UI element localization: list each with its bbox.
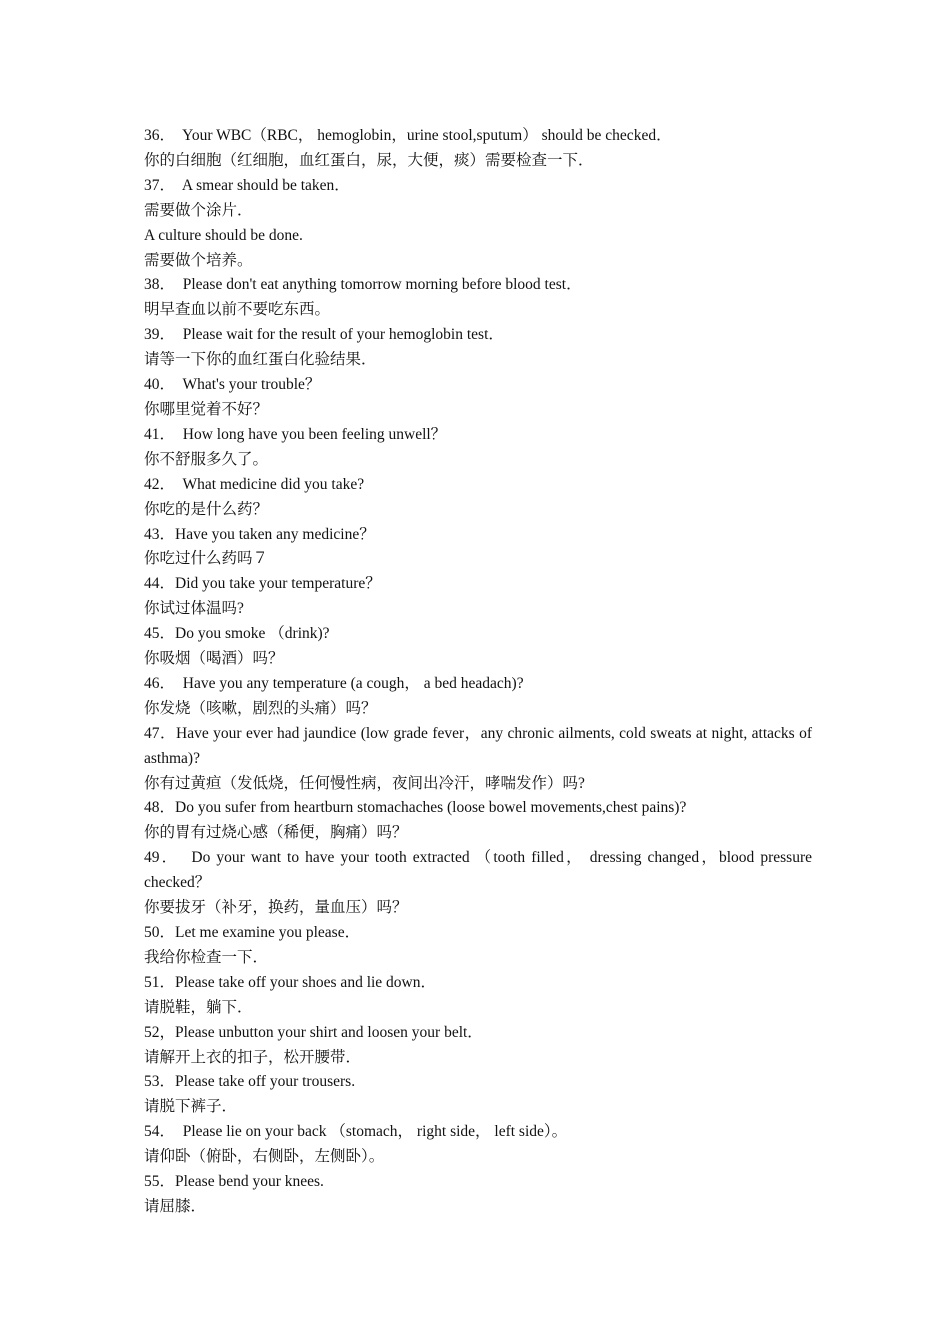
text-line: 46． Have you any temperature (a cough， a bed headach)?: [144, 674, 524, 692]
text-line: 请脱下裤子．: [144, 1098, 238, 1116]
text-line: 42． What medicine did you take?: [144, 475, 365, 493]
text-line: 你吃的是什么药？: [144, 500, 269, 518]
text-line: 44．Did you take your temperature？: [144, 575, 381, 593]
text-line: 47．Have your ever had jaundice (low grade fever，any chronic ailments, cold sweats at night, attacks of asthma)?: [144, 724, 816, 767]
text-line: 你有过黄疸（发低烧，任何慢性病，夜间出冷汗，哮喘发作）吗?: [144, 774, 585, 792]
text-line: 明早查血以前不要吃东西。: [144, 301, 331, 319]
text-line: A culture should be done.: [144, 226, 303, 244]
text-line: 需要做个培养。: [144, 251, 253, 269]
text-line: 50．Let me examine you please．: [144, 924, 361, 941]
text-line: 43．Have you taken any medicine？: [144, 525, 375, 543]
text-line: 37． A smear should be taken．: [144, 176, 350, 194]
text-line: 55．Please bend your knees.: [144, 1173, 324, 1191]
text-line: 52，Please unbutton your shirt and loosen your belt．: [144, 1023, 483, 1041]
text-line: 你要拔牙（补牙，换药，量血压）吗？: [144, 899, 408, 917]
text-line: 请仰卧（俯卧，右侧卧，左侧卧）。: [144, 1148, 385, 1166]
text-line: 你试过体温吗?: [144, 600, 244, 618]
text-line: 54． Please lie on your back （stomach， right side， left side）。: [144, 1123, 568, 1141]
text-line: 需要做个涂片．: [144, 201, 253, 219]
text-line: 你的白细胞（红细胞，血红蛋白，尿，大便，痰）需要检查一下．: [144, 151, 594, 169]
text-line: 你吃过什么药吗７: [144, 550, 269, 568]
text-line: 40． What's your trouble？: [144, 376, 321, 394]
text-line: 你吸烟（喝酒）吗？: [144, 650, 284, 668]
text-line: 36． Your WBC（RBC， hemoglobin，urine stool,sputum） should be checked．: [144, 127, 672, 144]
text-line: 你的胃有过烧心感（稀便，胸痛）吗？: [144, 824, 408, 842]
text-line: 你发烧（咳嗽，剧烈的头痛）吗？: [144, 699, 377, 717]
text-line: 你不舒服多久了。: [144, 450, 269, 468]
text-line: 41． How long have you been feeling unwell？: [144, 425, 447, 443]
text-line: 请等一下你的血红蛋白化验结果．: [144, 351, 377, 369]
text-line: 你哪里觉着不好？: [144, 400, 269, 418]
text-line: 请脱鞋，躺下．: [144, 998, 253, 1016]
text-line: 51．Please take off your shoes and lie down．: [144, 973, 437, 991]
text-line: 38． Please don't eat anything tomorrow morning before blood test．: [144, 276, 582, 294]
text-line: 39． Please wait for the result of your hemoglobin test．: [144, 326, 504, 344]
text-line: 45．Do you smoke （drink)?: [144, 625, 330, 643]
text-line: 48．Do you sufer from heartburn stomachaches (loose bowel movements,chest pains)?: [144, 799, 687, 817]
text-line: 我给你检查一下．: [144, 948, 269, 966]
text-line: 请解开上衣的扣子，松开腰带．: [144, 1048, 362, 1066]
text-line: 53．Please take off your trousers.: [144, 1073, 356, 1091]
document-body: [144, 124, 816, 1220]
text-line: 49． Do your want to have your tooth extracted （tooth filled， dressing changed，blood pressure checked？: [144, 849, 816, 892]
text-line: 请屈膝．: [144, 1197, 207, 1215]
